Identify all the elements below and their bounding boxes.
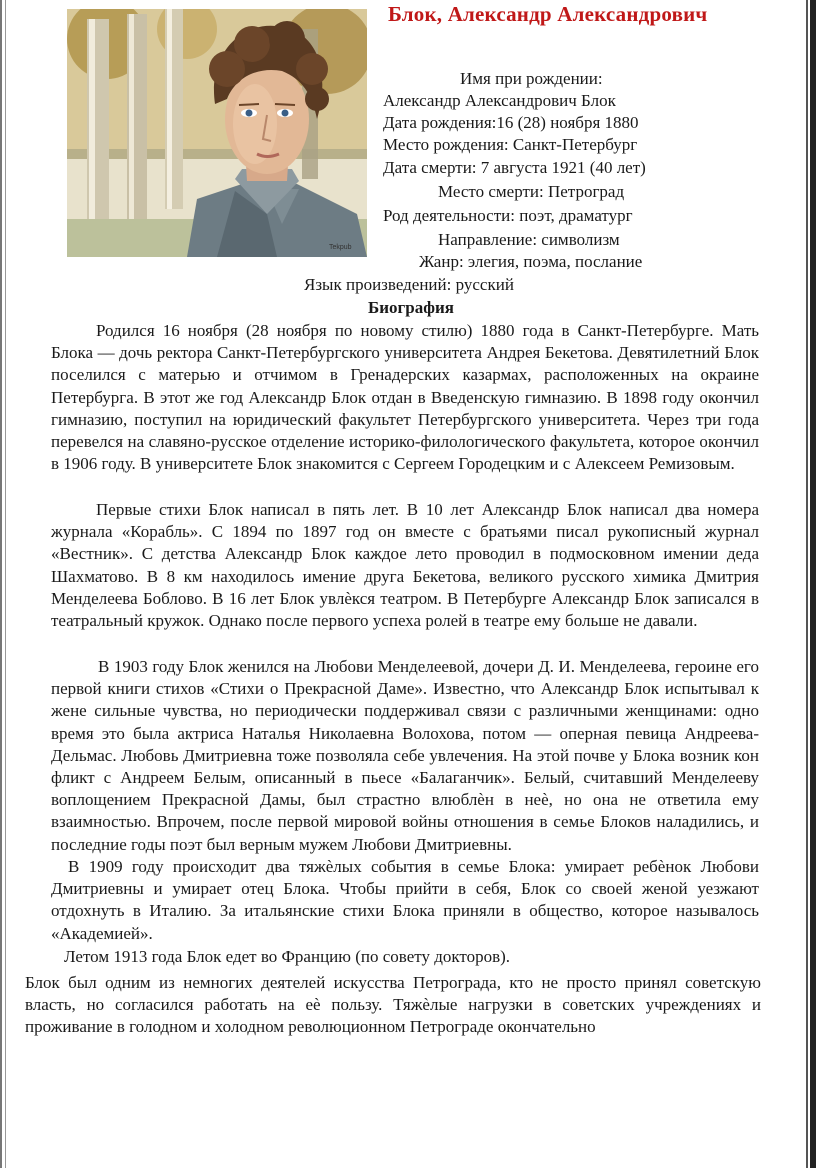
biography-paragraph: Первые стихи Блок написал в пять лет. В 10 лет Александр Блок написал два номера журнала «Корабль». С 1894 по 1897 год он вместе с братьями писал рукописный журнал «Вестник». С детства Александр Блок каждое лето проводил в подмосковном имении деда Шахматово. В 8 км находилось имение друга Бекетова, великого русского химика Дмитрия Менделеева Боблово. В 16 лет Блок увлѐкся театром. В Петербурге Александр Блок записался в театральный кружок. Однако после первого успеха ролей в театре ему больше не давали. xyxy=(51,500,759,631)
portrait-image xyxy=(67,9,367,257)
biography-paragraph: В 1903 году Блок женился на Любови Менделеевой, дочери Д. И. Менделеева, героине его первой книги стихов «Стихи о Прекрасной Даме». Известно, что Александр Блок испытывал к жене сильные чувства, но периодически поддерживал связи с различными женщинами: одно время это была актриса Наталья Николаевна Волохова, потом — оперная певица Андреева-Дельмас. Любовь Дмитриевна тоже позволяла себе увлечения. На этой почве у Блока возник кон фликт с Андреем Белым, описанный в пьесе «Балаганчик». Белый, считавший Менделееву воплощением Прекрасной Дамы, был страстно влюблѐн в неѐ, но она не ответила ему взаимностью. Впрочем, после первой мировой войны отношения в семье Блоков наладились, и последние годы поэт был верным мужем Любови Дмитриевны. xyxy=(51,657,759,854)
biography-paragraph: В 1909 году происходит два тяжѐлых события в семье Блока: умирает ребѐнок Любови Дмитриевны и умирает отец Блока. Чтобы прийти в себя, Блок со своей женой уезжают отдохнуть в Италию. За итальянские стихи Блока приняли в общество, которое называлось «Академией». xyxy=(51,857,759,943)
birth-name: Александр Александрович Блок xyxy=(383,91,616,110)
movement: Направление: символизм xyxy=(438,230,620,249)
biography-paragraph: Родился 16 ноября (28 ноября по новому стилю) 1880 года в Санкт-Петербурге. Мать Блока — дочь ректора Санкт-Петербургского университета Андрея Бекетова. Девятилетний Блок поселился с матерью и отчимом в Гренадерских казармах, расположенных на окраине Петербурга. В этот же год Александр Блок отдан в Введенскую гимназию. В 1898 году окончил гимназию, поступил на юридический факультет Петербургского университета. Через три года перевелся на славяно-русское отделение историко-филологического факультета, которое окончил в 1906 году. В университете Блок знакомится с Сергеем Городецким и с Алексеем Ремизовым. xyxy=(51,321,759,474)
birth-date: Дата рождения:16 (28) ноября 1880 xyxy=(383,113,639,132)
page-left-border xyxy=(0,0,9,1168)
biography-heading: Биография xyxy=(368,298,454,317)
birth-name-label: Имя при рождении: xyxy=(460,69,603,88)
birth-place: Место рождения: Санкт-Петербург xyxy=(383,135,638,154)
death-date: Дата смерти: 7 августа 1921 (40 лет) xyxy=(383,158,646,177)
page-right-border xyxy=(804,0,816,1168)
works-language: Язык произведений: русский xyxy=(304,275,514,294)
page-title: Блок, Александр Александрович xyxy=(388,2,708,26)
death-place: Место смерти: Петроград xyxy=(438,182,625,201)
portrait-signature: Tekpub xyxy=(329,244,352,251)
genre: Жанр: элегия, поэма, послание xyxy=(419,252,643,271)
biography-paragraph: Летом 1913 года Блок едет во Францию (по совету докторов). xyxy=(64,947,511,966)
biography-paragraph: Блок был одним из немногих деятелей искусства Петрограда, кто не просто принял советскую власть, но согласился работать на еѐ пользу. Тяжѐлые нагрузки в советских учреждениях и проживание в голодном и холодном революционном Петрограде окончательно xyxy=(25,973,761,1037)
occupation: Род деятельности: поэт, драматург xyxy=(383,206,633,225)
